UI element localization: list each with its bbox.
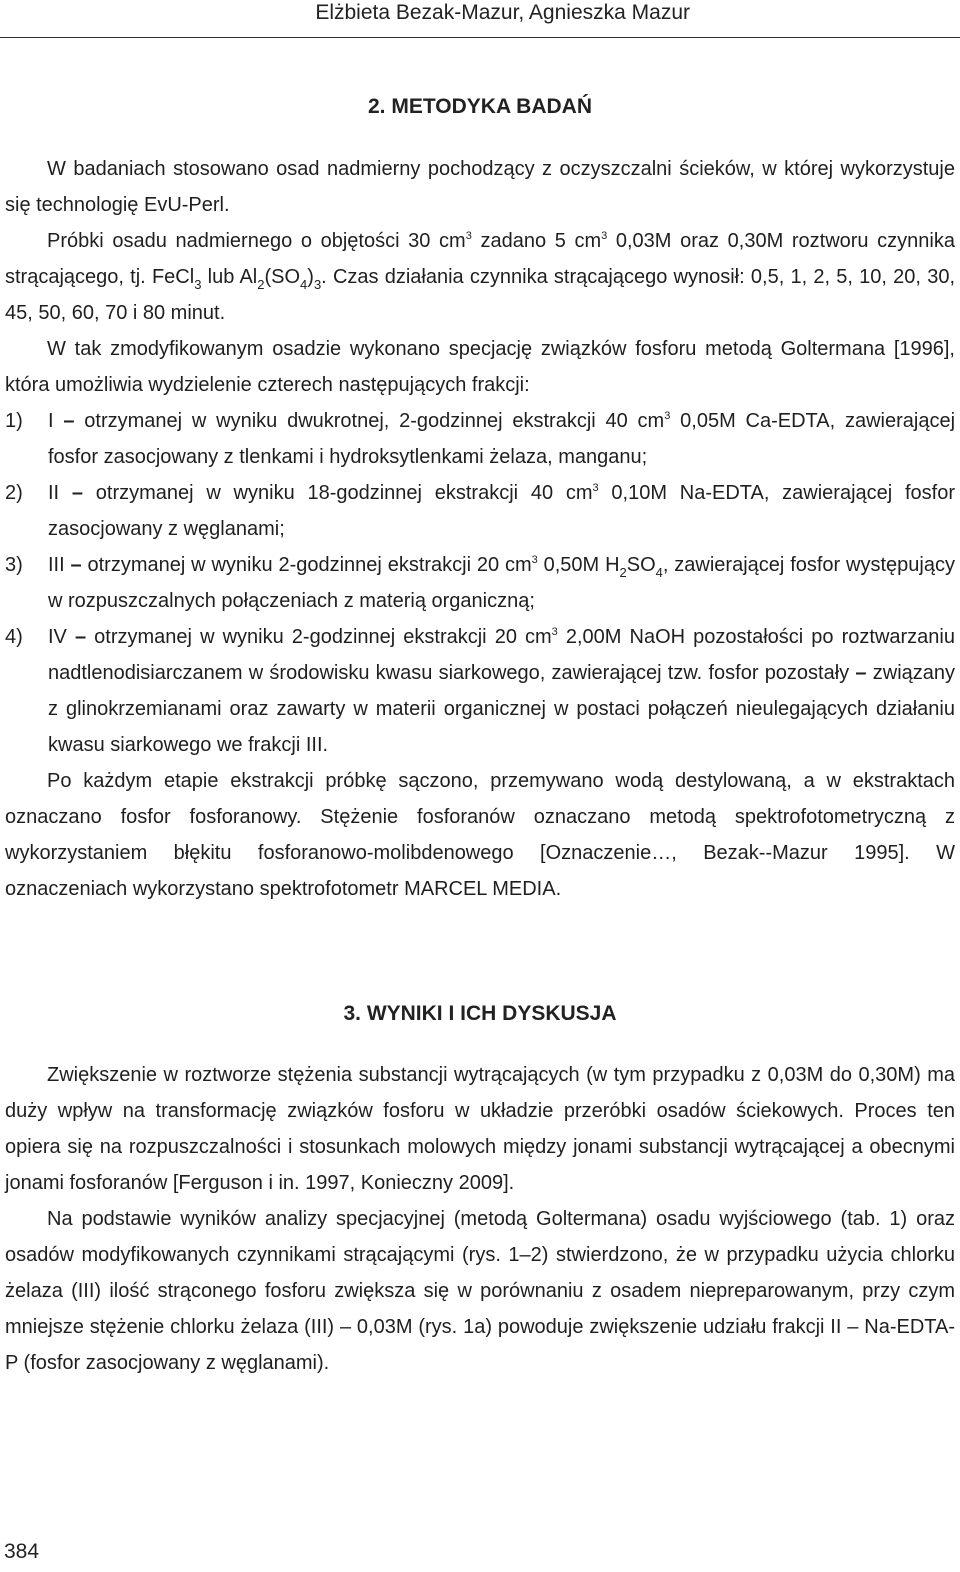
list-item: 1) I – otrzymanej w wyniku dwukrotnej, 2-godzinnej ekstrakcji 40 $cm^3$ 0,05M Ca-EDTA, zawierającej fosfor zasocjowany z tlenkami i hydroksytlenkami żelaza, manganu; xyxy=(5,410,956,468)
paragraph: Próbki osadu nadmiernego o objętości 30 $cm^3$ zadano 5 $cm^3$ 0,03M oraz 0,30M roztworu czynnika strącającego, tj. FeCl$_3$ lub $Al_2(SO_4)_3$. Czas działania czynnika strącającego wynosił: 0,5, 1, 2, 5, 10, 20, 30, 45, 50, 60, 70 i 80 minut. xyxy=(5,230,956,324)
paragraph: W tak zmodyfikowanym osadzie wykonano specjację związków fosforu metodą Goltermana [1996], która umożliwia wydzielenie czterech następujących frakcji: xyxy=(5,338,955,396)
paragraph: W badaniach stosowano osad nadmierny pochodzący z oczyszczalni ścieków, w której wykorzystuje się technologię EvU-Perl. xyxy=(5,158,955,216)
section-3-heading: 3. WYNIKI I ICH DYSKUSJA xyxy=(343,1002,617,1025)
page-number: 384 xyxy=(4,1540,40,1563)
paragraph: Po każdym etapie ekstrakcji próbkę sączono, przemywano wodą destylowaną, a w ekstraktach oznaczano fosfor fosforanowy. Stężenie fosforanów oznaczano metodą spektrofotometryczną z wykorzystaniem błękitu fosforanowo-molibdenowego [Oznaczenie…, Bezak--Mazur 1995]. W oznaczeniach wykorzystano spektrofotometr MARCEL MEDIA. xyxy=(5,770,955,900)
section-2-heading: 2. METODYKA BADAŃ xyxy=(367,95,593,118)
paragraph: Zwiększenie w roztworze stężenia substancji wytrącających (w tym przypadku z 0,03M do 0,30M) ma duży wpływ na transformację związków fosforu w układzie przeróbki osadów ściekowych. Proces ten opiera się na rozpuszczalności i stosunkach molowych między jonami substancji wytrącającej a obecnymi jonami fosforanów [Ferguson i in. 1997, Konieczny 2009]. xyxy=(5,1064,955,1194)
running-header: Elżbieta Bezak-Mazur, Agnieszka Mazur xyxy=(315,1,690,24)
section-3-body xyxy=(5,1057,955,1381)
list-item: 3) III – otrzymanej w wyniku 2-godzinnej ekstrakcji 20 $cm^3$ 0,50M $H_2SO_4$, zawierającej fosfor występujący w rozpuszczalnych połączeniach z materią organiczną; xyxy=(5,554,955,612)
list-item: 2) II – otrzymanej w wyniku 18-godzinnej ekstrakcji 40 $cm^3$ 0,10M Na-EDTA, zawierającej fosfor zasocjowany z węglanami; xyxy=(5,482,955,540)
list-item: 4) IV – otrzymanej w wyniku 2-godzinnej ekstrakcji 20 $cm^3$ 2,00M NaOH pozostałości po roztwarzaniu nadtlenodisiarczanem w środowisku kwasu siarkowego, zawierającej tzw. fosfor pozostały – związany z glinokrzemianami oraz zawarty w materii organicznej w postaci połączeń nieulegających działaniu kwasu siarkowego we frakcji III. xyxy=(5,626,956,756)
header-rule xyxy=(0,37,960,38)
section-2-body xyxy=(5,151,955,907)
paragraph: Na podstawie wyników analizy specjacyjnej (metodą Goltermana) osadu wyjściowego (tab. 1) oraz osadów modyfikowanych czynnikami strącającymi (rys. 1–2) stwierdzono, że w przypadku użycia chlorku żelaza (III) ilość strąconego fosforu zwiększa się w porównaniu z osadem niepreparowanym, przy czym mniejsze stężenie chlorku żelaza (III) – 0,03M (rys. 1a) powoduje zwiększenie udziału frakcji II – Na-EDTA-P (fosfor zasocjowany z węglanami). xyxy=(5,1208,955,1374)
